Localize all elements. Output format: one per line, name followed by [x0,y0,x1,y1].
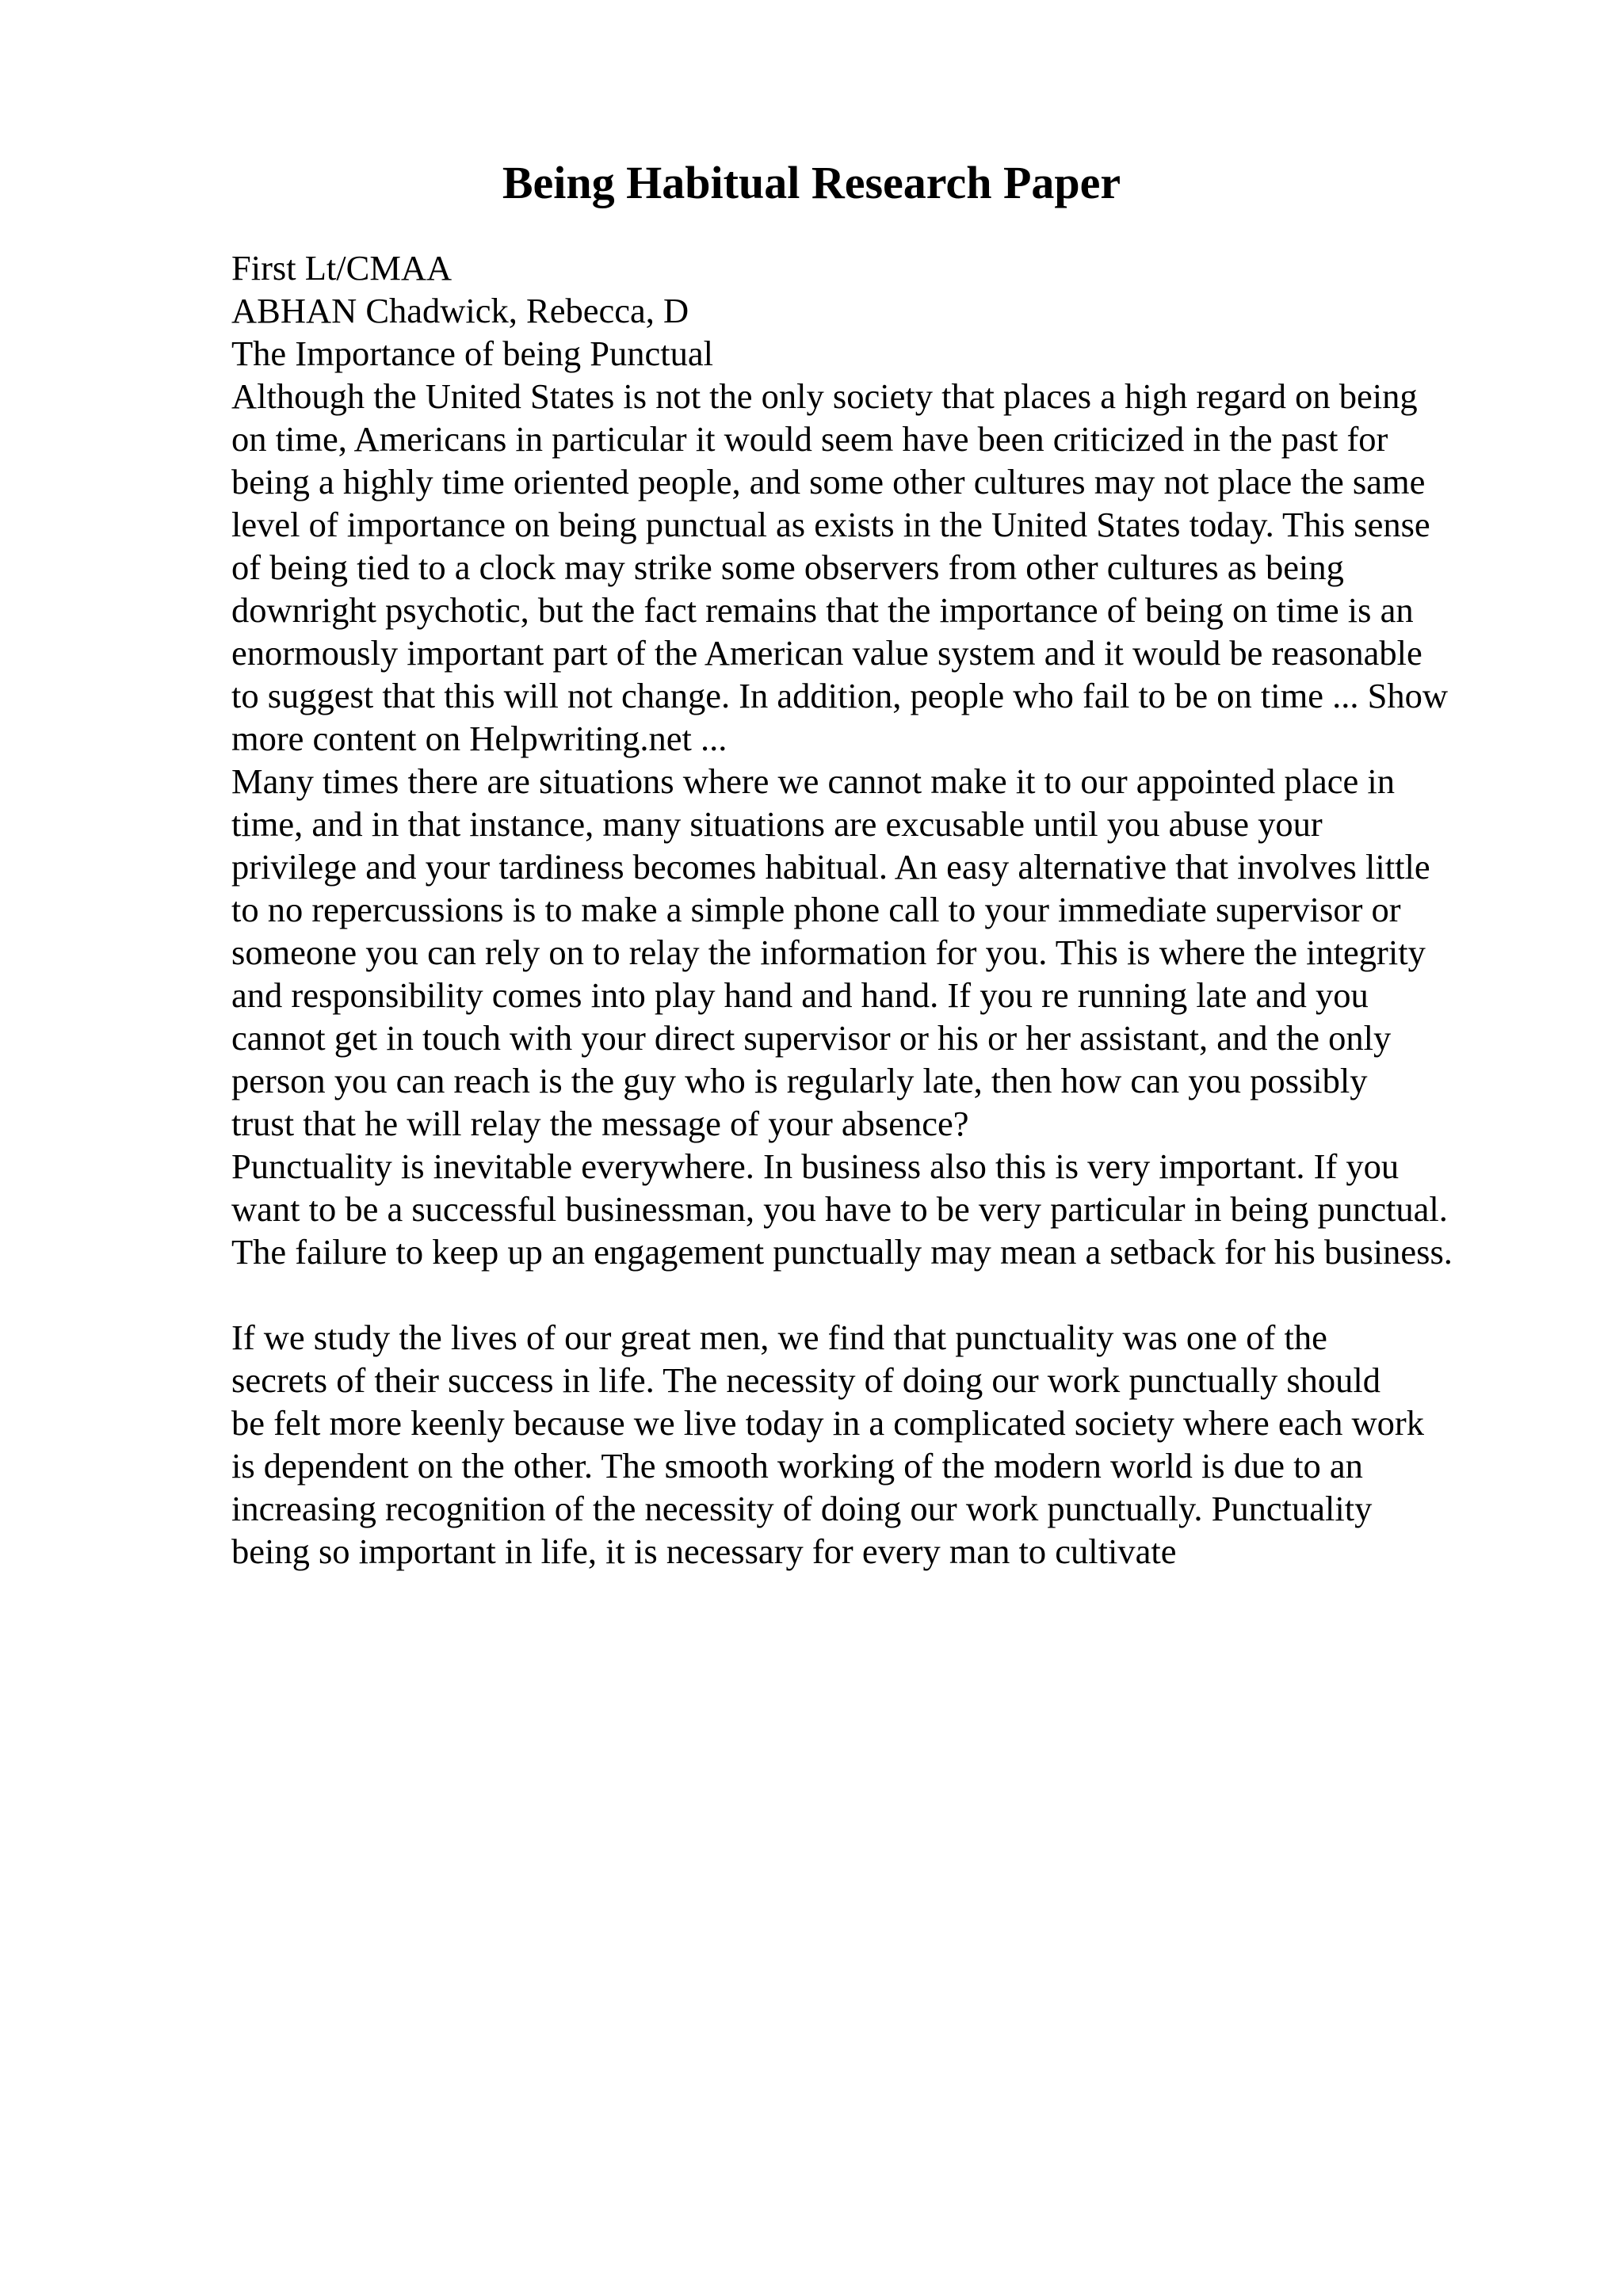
text-line: someone you can rely on to relay the information for you. This is where the integrity [231,933,1426,972]
text-line: privilege and your tardiness becomes habitual. An easy alternative that involves little [231,847,1430,887]
author-rank-line: First Lt/CMAA [231,248,453,288]
header-block [231,246,1531,375]
paragraph-3 [231,1145,1531,1273]
paragraph-1 [231,375,1531,760]
text-line: to no repercussions is to make a simple phone call to your immediate supervisor or [231,890,1401,929]
text-line: If we study the lives of our great men, we find that punctuality was one of the [231,1318,1327,1357]
text-line: Although the United States is not the only society that places a high regard on being [231,376,1418,416]
essay-subtitle-line: The Importance of being Punctual [231,334,713,373]
text-line: trust that he will relay the message of your absence? [231,1104,969,1143]
author-name-line: ABHAN Chadwick, Rebecca, D [231,291,689,330]
text-line: person you can reach is the guy who is regularly late, then how can you possibly [231,1061,1368,1100]
text-line: level of importance on being punctual as exists in the United States today. This sense [231,505,1430,544]
text-line: downright psychotic, but the fact remains that the importance of being on time is an [231,590,1414,630]
document-body [231,246,1531,1573]
text-line: of being tied to a clock may strike some observers from other cultures as being [231,547,1344,587]
text-line: being a highly time oriented people, and some other cultures may not place the same [231,462,1426,502]
text-line: be felt more keenly because we live today in a complicated society where each work [231,1403,1424,1443]
text-line: want to be a successful businessman, you have to be very particular in being punctual. [231,1189,1448,1229]
paragraph-gap [231,1273,1531,1316]
text-line: enormously important part of the American value system and it would be reasonable [231,633,1423,673]
paragraph-2 [231,760,1531,1145]
text-line: on time, Americans in particular it would seem have been criticized in the past for [231,419,1388,459]
text-line: more content on Helpwriting.net ... [231,719,727,758]
text-line: cannot get in touch with your direct supervisor or his or her assistant, and the only [231,1018,1392,1058]
paragraph-4 [231,1316,1531,1573]
text-line: secrets of their success in life. The necessity of doing our work punctually should [231,1360,1381,1400]
text-line: and responsibility comes into play hand and hand. If you re running late and you [231,975,1369,1015]
text-line: increasing recognition of the necessity of doing our work punctually. Punctuality [231,1489,1373,1528]
text-line: to suggest that this will not change. In addition, people who fail to be on time ... Show [231,676,1449,715]
text-line: Many times there are situations where we cannot make it to our appointed place in [231,761,1396,801]
text-line: Punctuality is inevitable everywhere. In business also this is very important. If you [231,1146,1400,1186]
document-title: Being Habitual Research Paper [502,157,1121,208]
text-line: being so important in life, it is necessary for every man to cultivate [231,1531,1177,1571]
text-line: is dependent on the other. The smooth working of the modern world is due to an [231,1446,1363,1486]
text-line: The failure to keep up an engagement punctually may mean a setback for his business. [231,1232,1453,1272]
text-line: time, and in that instance, many situations are excusable until you abuse your [231,804,1323,844]
